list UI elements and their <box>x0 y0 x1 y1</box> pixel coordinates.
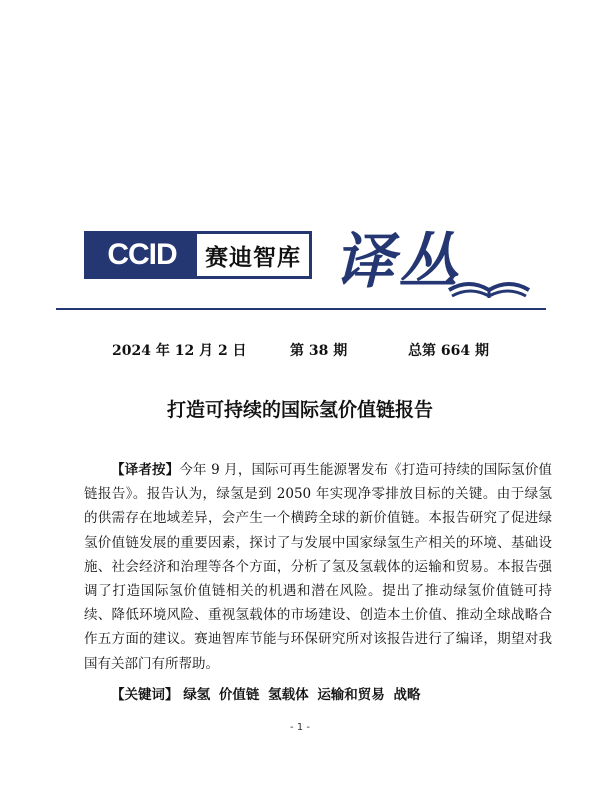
issue-number: 第 38 期 <box>290 343 348 359</box>
page-number: - 1 - <box>290 722 310 733</box>
issue-total-number: 总第 664 期 <box>408 343 489 359</box>
masthead <box>84 212 524 302</box>
keywords-label: 【关键词】 <box>111 687 179 703</box>
open-book-icon <box>444 260 534 300</box>
translator-note-text: 今年 9 月，国际可再生能源署发布《打造可持续的国际氢价值链报告》。报告认为，绿氢是到 2050 年实现净零排放目标的关键。由于绿氢的供需存在地域差异，会产生一个横跨全球的新价值链。本报告研究了促进绿氢价值链发展的重要因素，探讨了与发展中国家绿氢生产相关的环境、基础设施、社会经济和治理等各个方面，分析了氢及氢载体的运输和贸易。本报告强调了打造国际氢价值链相关的机遇和潜在风险。提出了推动绿氢价值链可持续、降低环境风险、重视氢载体的市场建设、创造本土价值、推动全球战略合作五方面的建议。赛迪智库节能与环保研究所对该报告进行了编译，期望对我国有关部门有所帮助。 <box>84 462 553 672</box>
keyword: 绿氢 <box>183 687 211 703</box>
issue-info <box>0 340 600 360</box>
document-title: 打造可持续的国际氢价值链报告 <box>166 399 433 421</box>
keyword: 战略 <box>393 687 421 703</box>
logo-mark: CCID <box>87 234 197 276</box>
ccid-logo <box>84 231 312 279</box>
translator-note-label: 【译者按】 <box>111 462 180 478</box>
keyword: 价值链 <box>218 687 260 703</box>
keyword: 运输和贸易 <box>317 687 385 703</box>
series-title: 译丛 <box>334 227 462 297</box>
keywords-line <box>111 683 552 703</box>
translator-note <box>84 458 552 676</box>
keyword: 氢载体 <box>268 687 309 703</box>
masthead-divider <box>56 308 546 310</box>
logo-name: 赛迪智库 <box>205 244 301 271</box>
issue-date: 2024 年 12 月 2 日 <box>112 343 247 359</box>
